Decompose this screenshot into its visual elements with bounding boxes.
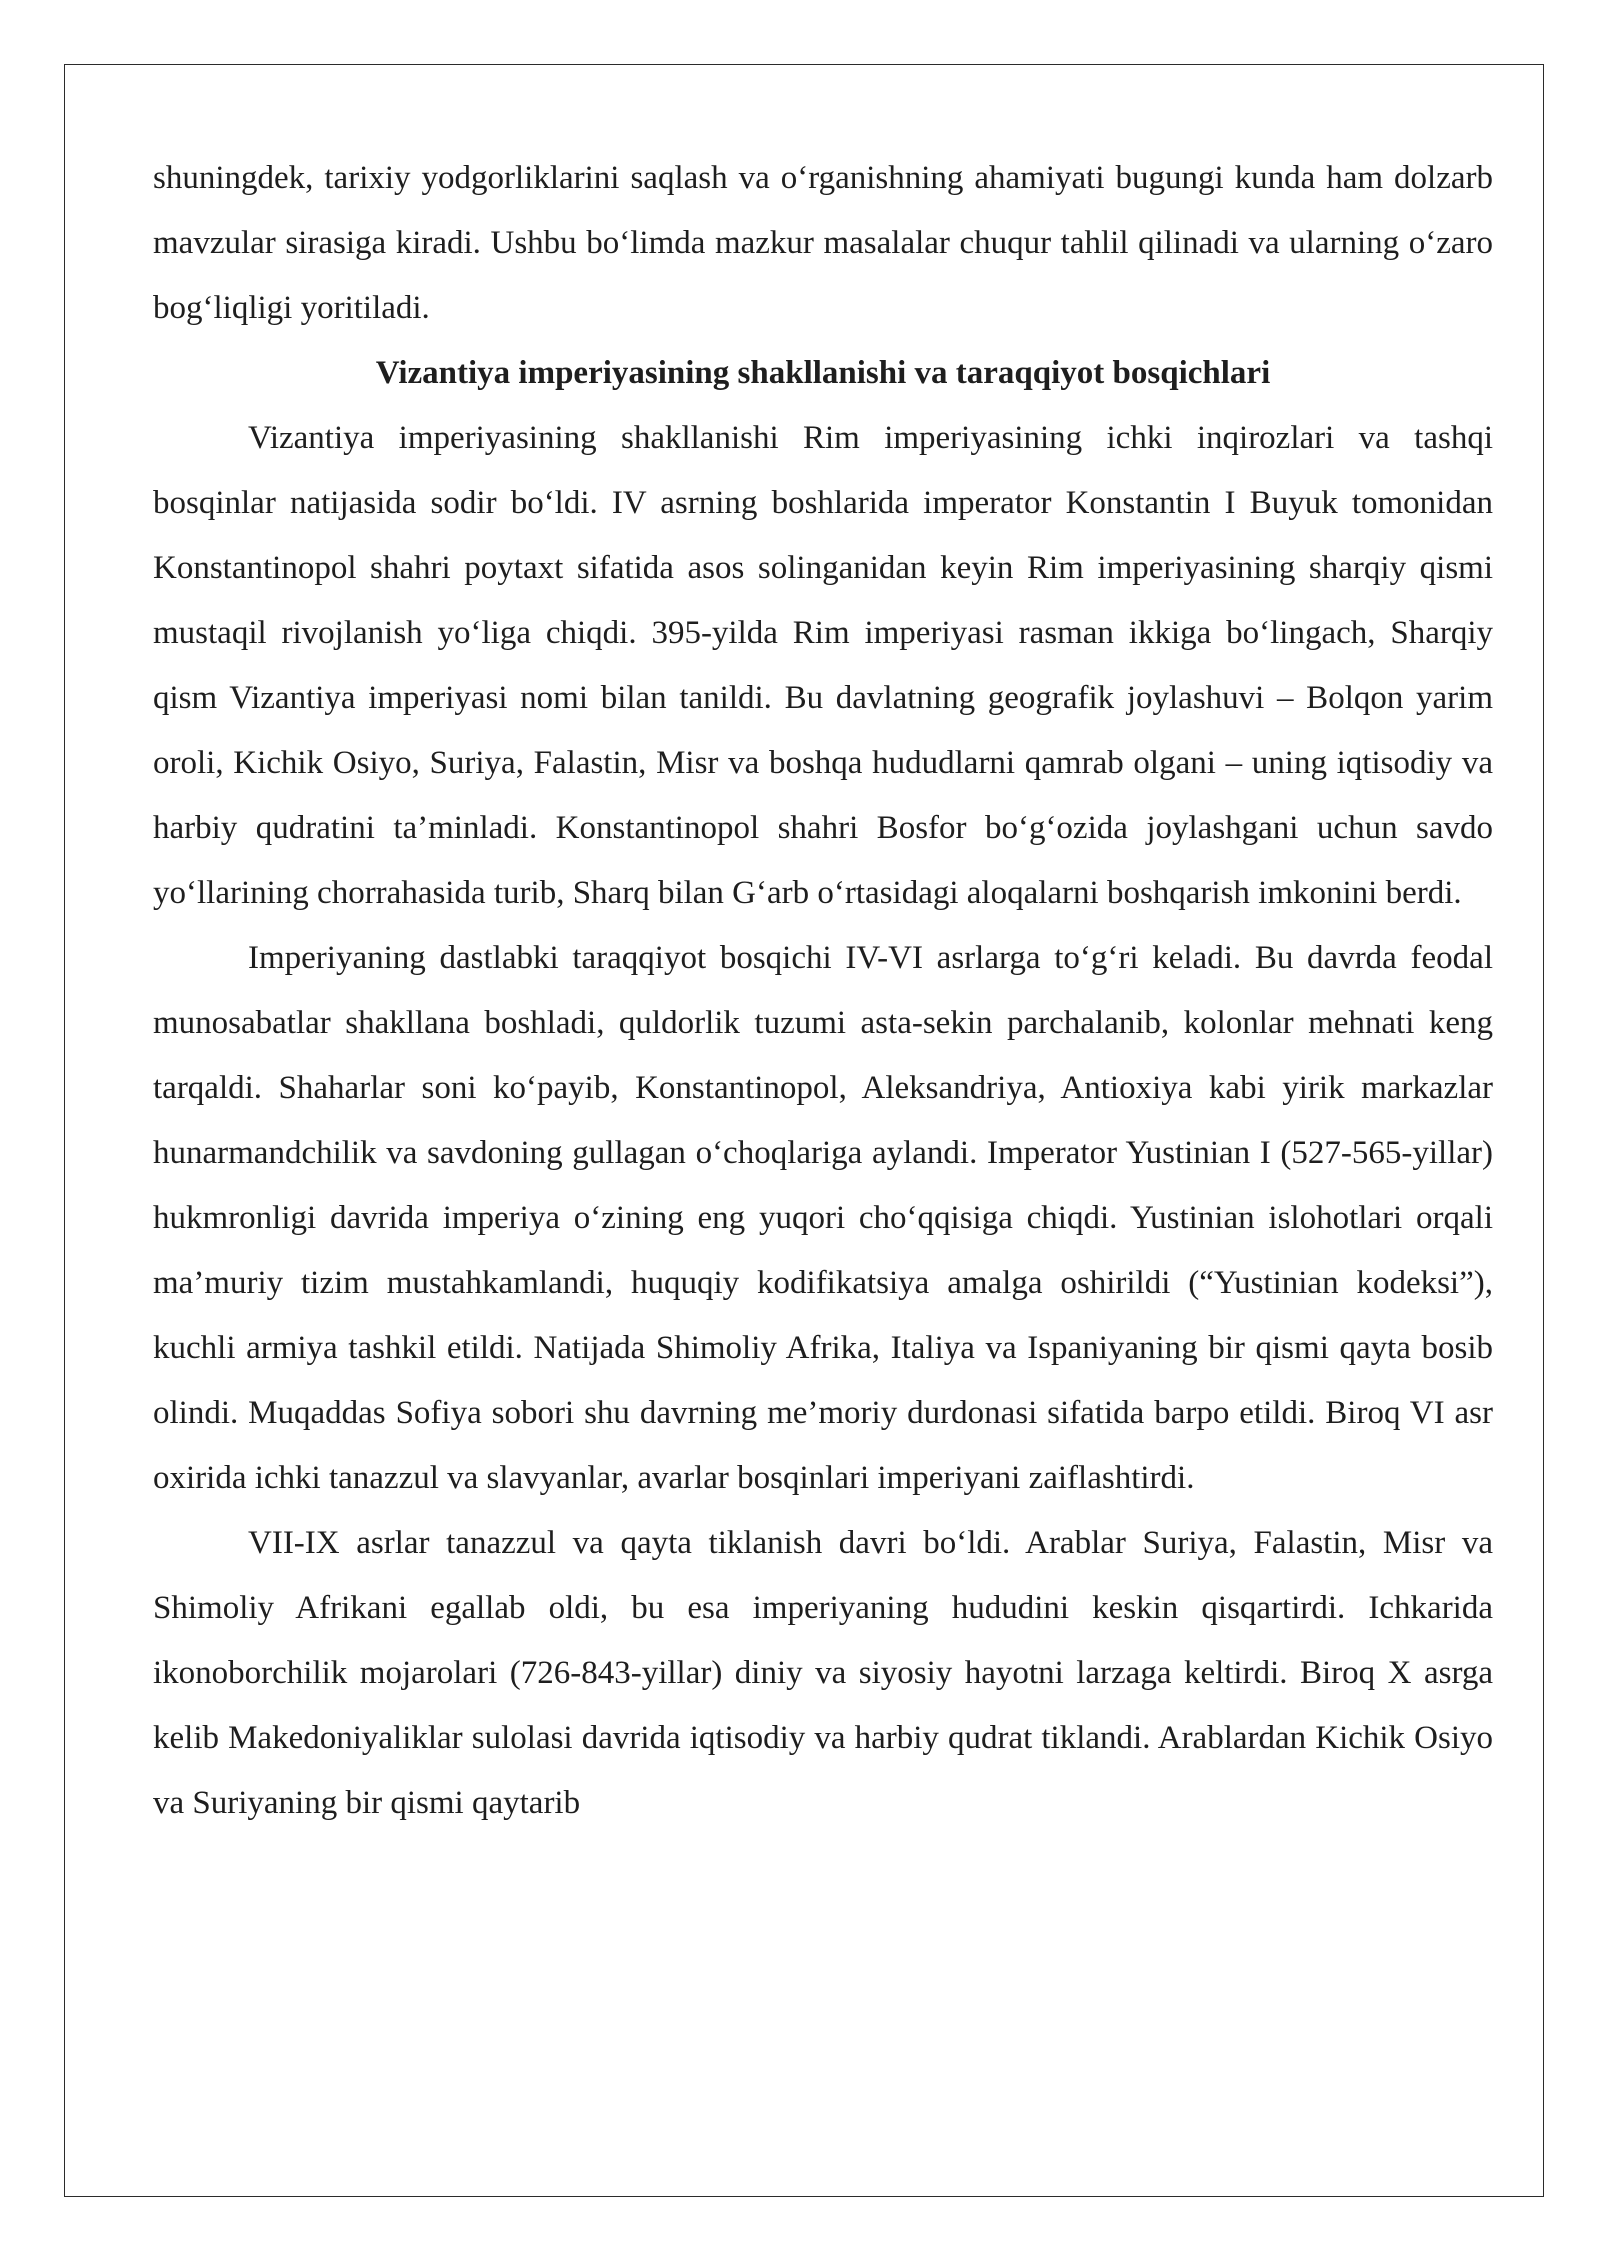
paragraph-formation: Vizantiya imperiyasining shakllanishi Rim imperiyasining ichki inqirozlari va tashqi bosqinlar natijasida sodir bo‘ldi. IV asrning boshlarida imperator Konstantin I Buyuk tomonidan Konstantinopol shahri poytaxt sifatida asos solinganidan keyin Rim imperiyasining sharqiy qismi mustaqil rivojlanish yo‘liga chiqdi. 395-yilda Rim imperiyasi rasman ikkiga bo‘lingach, Sharqiy qism Vizantiya imperiyasi nomi bilan tanildi. Bu davlatning geografik joylashuvi – Bolqon yarim oroli, Kichik Osiyo, Suriya, Falastin, Misr va boshqa hududlarni qamrab olgani – uning iqtisodiy va harbiy qudratini ta’minladi. Konstantinopol shahri Bosfor bo‘g‘ozida joylashgani uchun savdo yo‘llarining chorrahasida turib, Sharq bilan G‘arb o‘rtasidagi aloqalarni boshqarish imkonini berdi. xyxy=(153,420,1493,911)
paragraph-early-stage: Imperiyaning dastlabki taraqqiyot bosqichi IV-VI asrlarga to‘g‘ri keladi. Bu davrda feodal munosabatlar shakllana boshladi, quldorlik tuzumi asta-sekin parchalanib, kolonlar mehnati keng tarqaldi. Shaharlar soni ko‘payib, Konstantinopol, Aleksandriya, Antioxiya kabi yirik markazlar hunarmandchilik va savdoning gullagan o‘choqlariga aylandi. Imperator Yustinian I (527-565-yillar) hukmronligi davrida imperiya o‘zining eng yuqori cho‘qqisiga chiqdi. Yustinian islohotlari orqali ma’muriy tizim mustahkamlandi, huquqiy kodifikatsiya amalga oshirildi (“Yustinian kodeksi”), kuchli armiya tashkil etildi. Natijada Shimoliy Afrika, Italiya va Ispaniyaning bir qismi qayta bosib olindi. Muqaddas Sofiya sobori shu davrning me’moriy durdonasi sifatida barpo etildi. Biroq VI asr oxirida ichki tanazzul va slavyanlar, avarlar bosqinlari imperiyani zaiflashtirdi. xyxy=(153,940,1493,1496)
paragraph-intro-continuation: shuningdek, tarixiy yodgorliklarini saqlash va o‘rganishning ahamiyati bugungi kunda ham dolzarb mavzular sirasiga kiradi. Ushbu bo‘limda mazkur masalalar chuqur tahlil qilinadi va ularning o‘zaro bog‘liqligi yoritiladi. xyxy=(153,160,1493,326)
paragraph-decline-revival: VII-IX asrlar tanazzul va qayta tiklanish davri bo‘ldi. Arablar Suriya, Falastin, Misr va Shimoliy Afrikani egallab oldi, bu esa imperiyaning hududini keskin qisqartirdi. Ichkarida ikonoborchilik mojarolari (726-843-yillar) diniy va siyosiy hayotni larzaga keltirdi. Biroq X asrga kelib Makedoniyaliklar sulolasi davrida iqtisodiy va harbiy qudrat tiklandi. Arablardan Kichik Osiyo va Suriyaning bir qismi qaytarib xyxy=(153,1525,1493,1821)
section-heading: Vizantiya imperiyasining shakllanishi va taraqqiyot bosqichlari xyxy=(375,355,1271,391)
document-body xyxy=(153,146,1493,1836)
